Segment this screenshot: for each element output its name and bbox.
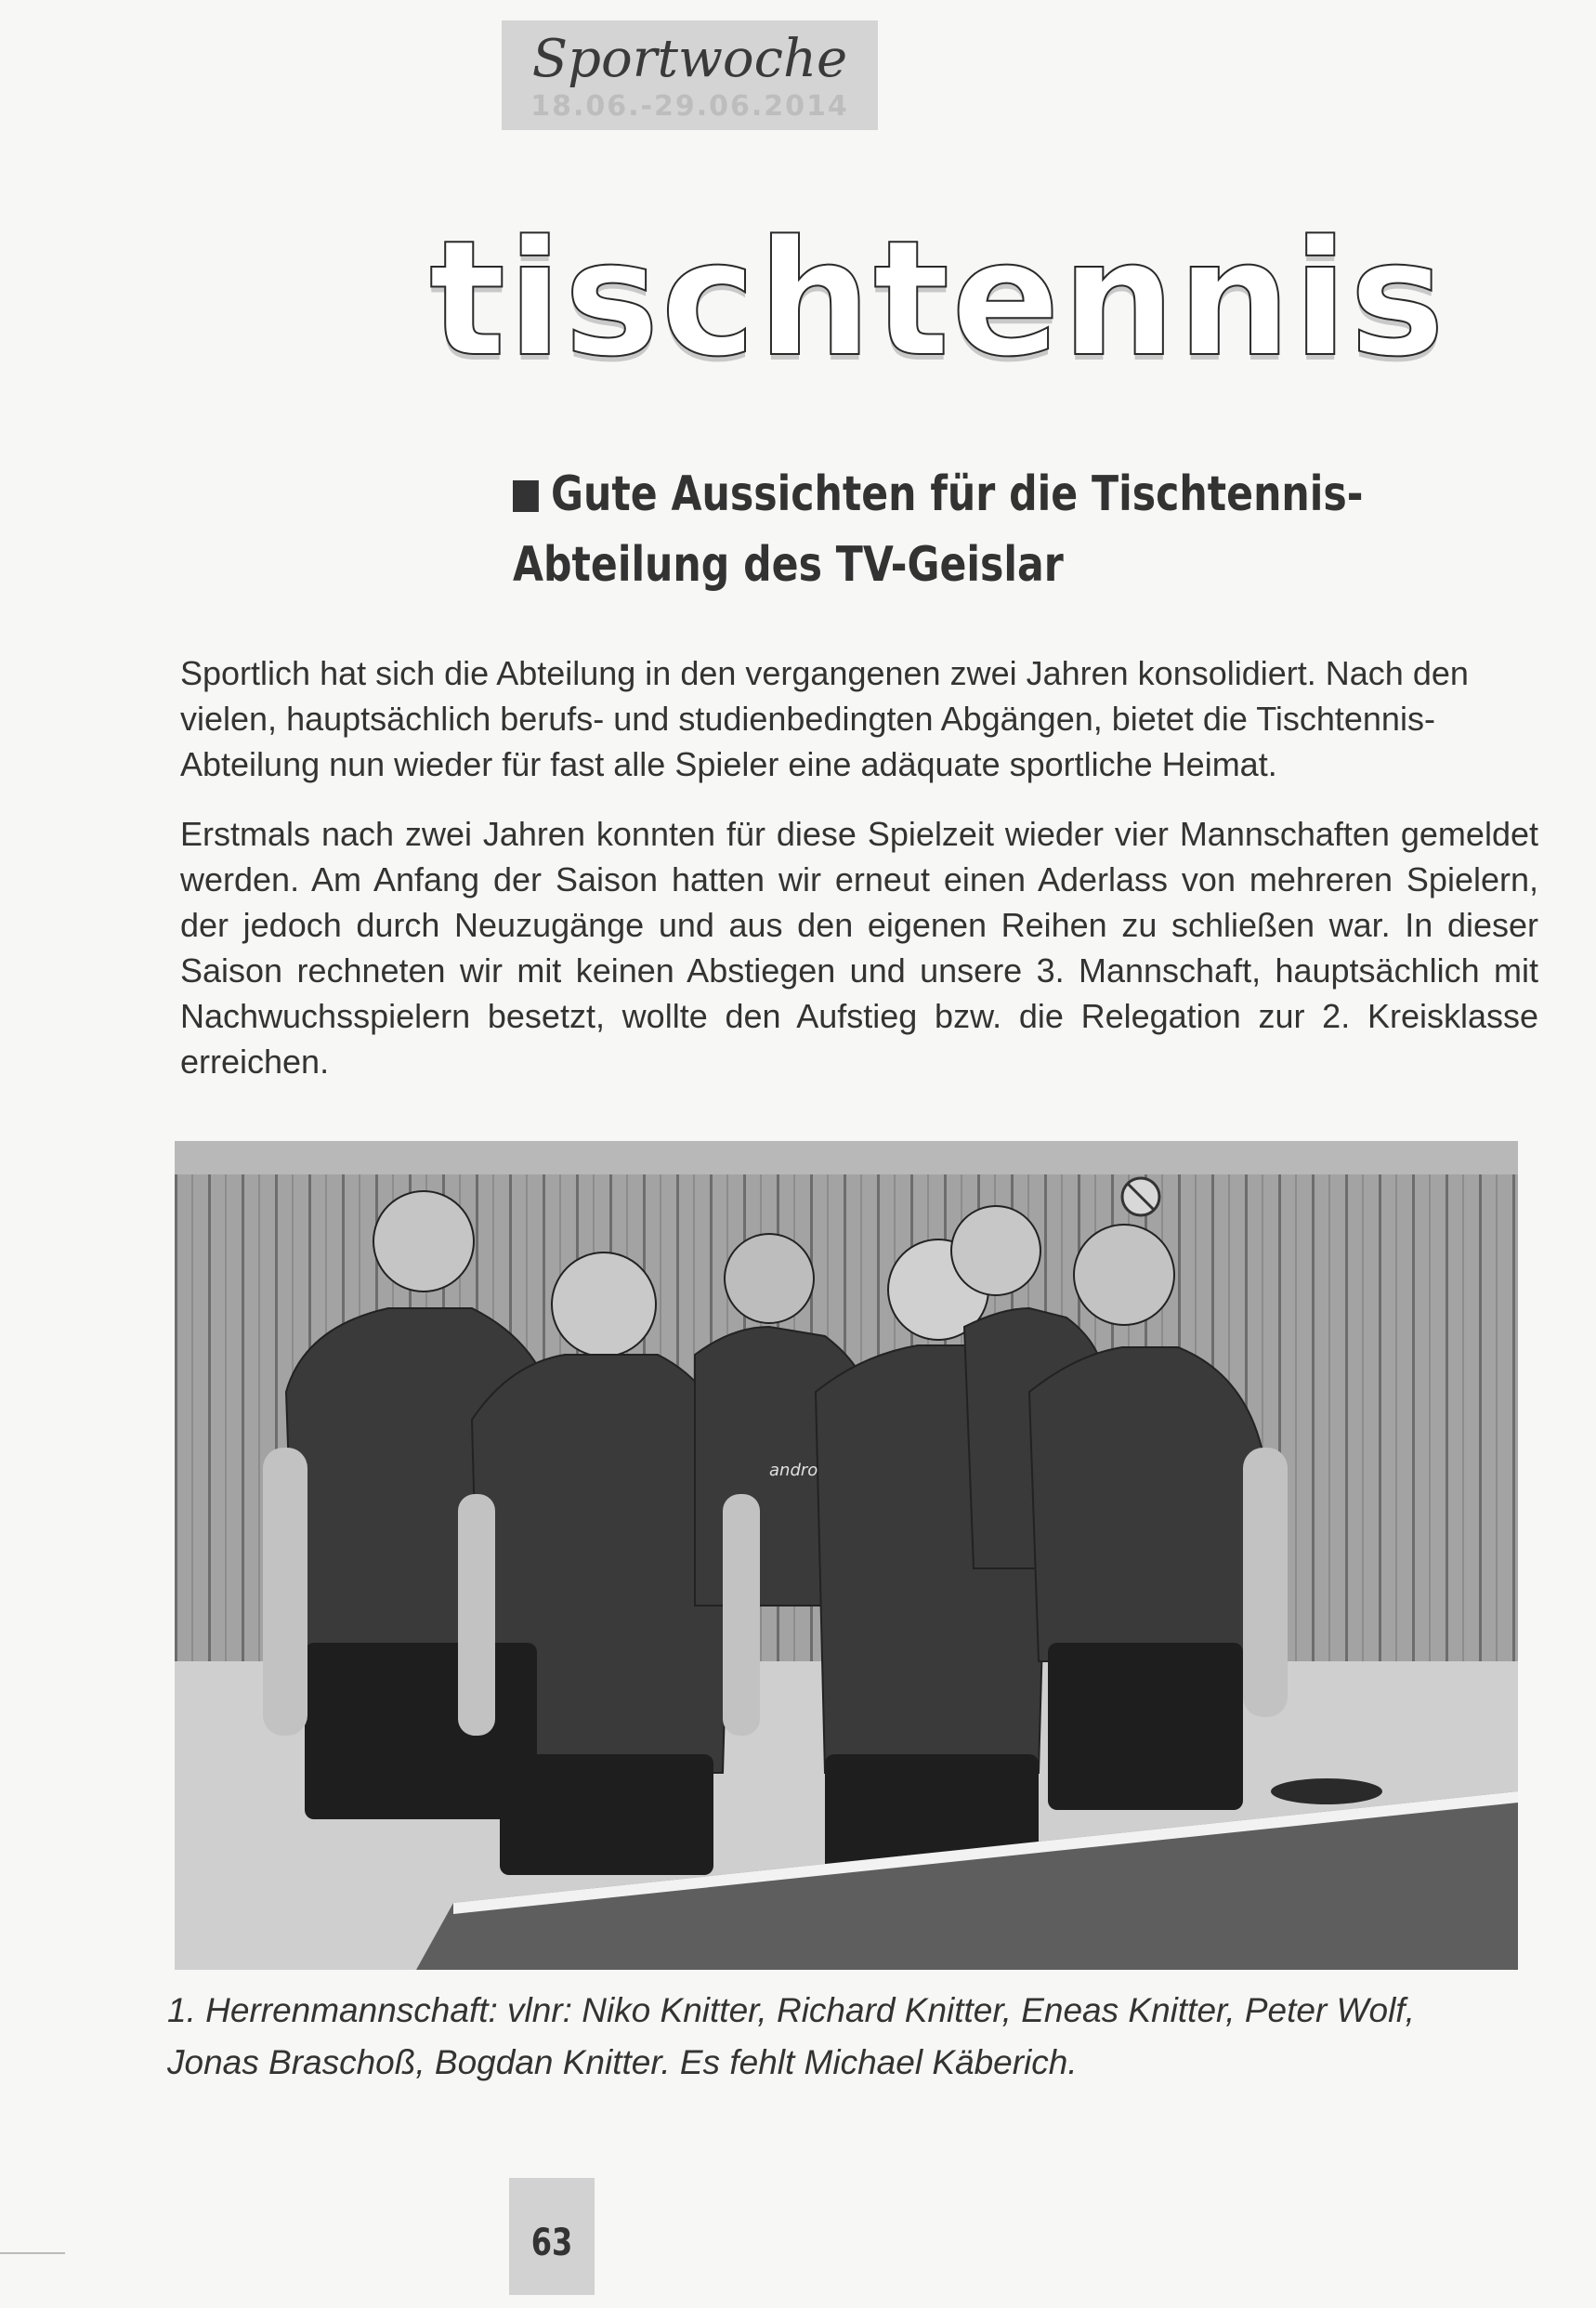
table-tennis-paddle-icon	[1271, 1778, 1382, 1804]
article-headline	[513, 459, 1535, 600]
headline-line-2	[513, 530, 1351, 600]
team-photo	[175, 1141, 1518, 1970]
player-head	[1074, 1225, 1174, 1325]
player-head	[951, 1206, 1040, 1295]
page-number: 63	[530, 2222, 573, 2264]
caption-line-1: 1. Herrenmannschaft: vlnr: Niko Knitter, Richard Knitter, Eneas Knitter, Peter Wolf,	[167, 1991, 1415, 2029]
player-head	[373, 1191, 474, 1292]
player-head	[725, 1234, 814, 1323]
page-header	[502, 20, 878, 130]
player-head	[552, 1252, 656, 1357]
article-paragraph-2: Erstmals nach zwei Jahren konnten für diese Spielzeit wieder vier Mannschaften gemeldet werden. Am Anfang der Saison hatten wir erneut einen Aderlass von mehreren Spielern, der jedoch durch Neuzugänge und aus den eigenen Reihen zu schließen war. In dieser Saison rechneten wir mit keinen Abstiegen und unsere 3. Mannschaft, hauptsächlich mit Nachwuchsspielern besetzt, wollte den Aufstieg bzw. die Relegation zur 2. Kreisklasse erreichen.	[180, 815, 1538, 1081]
caption-line-2: Jonas Braschoß, Bogdan Knitter. Es fehlt Michael Käberich.	[167, 2043, 1078, 2081]
wall-top-band	[175, 1141, 1518, 1174]
player-shirt	[1029, 1347, 1262, 1661]
bullet-square-icon	[513, 480, 539, 512]
photo-caption	[167, 1985, 1542, 2089]
team-photo-illustration	[175, 1141, 1518, 1970]
headline-text-1: Gute Aussichten für die Tischtennis-	[551, 466, 1364, 522]
issue-date-range: 18.06.-29.06.2014	[530, 90, 849, 123]
headline-text-2: Abteilung des TV-Geislar	[513, 537, 1064, 593]
page-number-box	[509, 2178, 595, 2295]
section-title: tischtennis	[429, 205, 1447, 392]
headline-line-1	[513, 459, 1364, 530]
scan-artifact-line	[0, 2252, 65, 2254]
magazine-brand: Sportwoche	[531, 29, 848, 89]
article-paragraph-1: Sportlich hat sich die Abteilung in den vergangenen zwei Jahren konsolidiert. Nach den vielen, hauptsächlich berufs- und studienbedingten Abgängen, bietet die Tischtennis-Abteilung nun wieder für fast alle Spieler eine adäquate sportliche Heimat.	[180, 654, 1469, 783]
article-body	[180, 650, 1538, 1108]
shirt-logo: andro	[769, 1461, 818, 1480]
